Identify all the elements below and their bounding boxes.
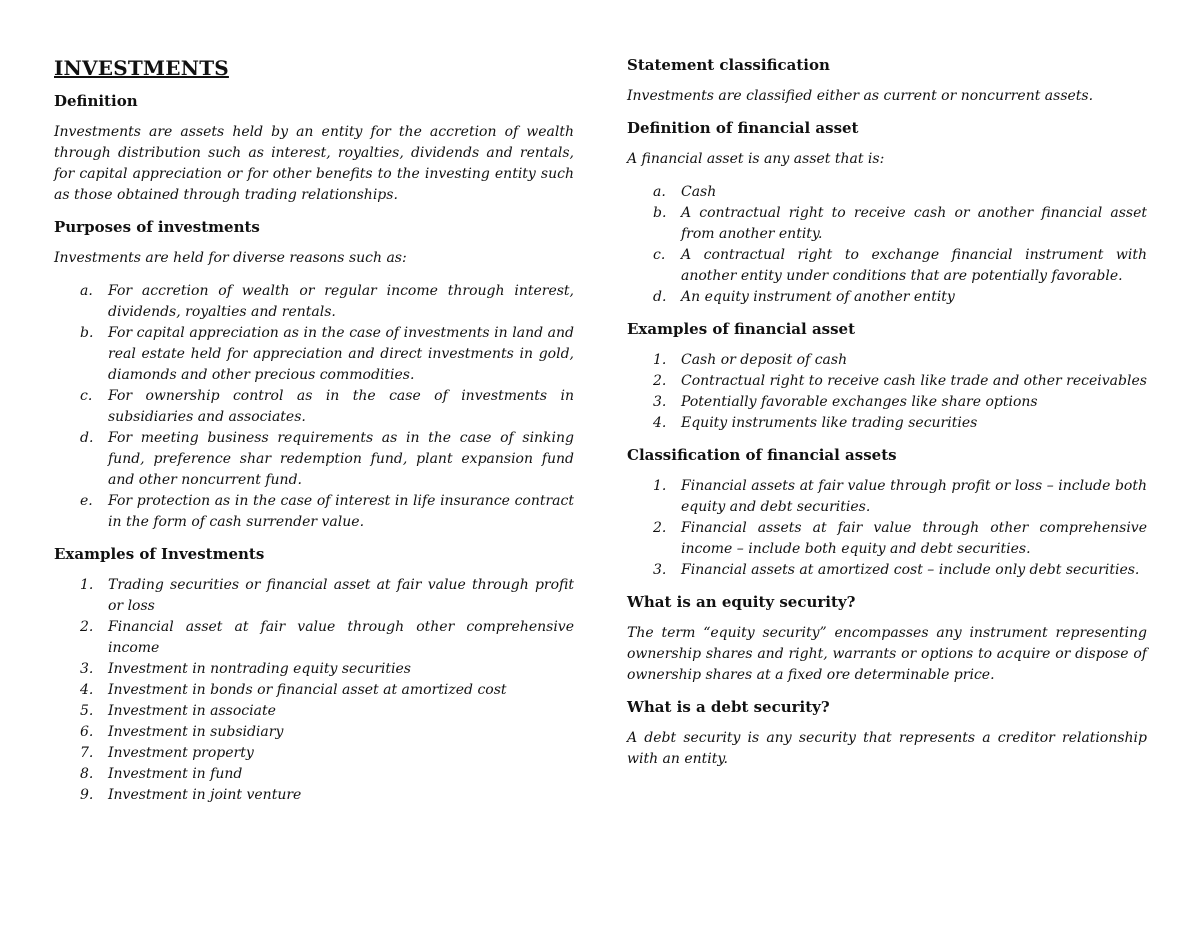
statement-heading: Statement classification: [627, 56, 830, 74]
examples-list: [54, 575, 574, 806]
list-item: [54, 428, 574, 491]
list-marker: 9.: [80, 787, 94, 803]
fa-classification-list: [627, 476, 1147, 581]
list-item: [54, 659, 574, 680]
debt-security-heading: What is a debt security?: [627, 698, 830, 716]
list-item-text: Financial assets at fair value through other comprehensive income – include both equity and debt securities.: [681, 520, 1147, 557]
list-marker: 4.: [653, 415, 667, 431]
purposes-list: [54, 281, 574, 533]
list-item: [54, 764, 574, 785]
equity-security-heading: What is an equity security?: [627, 593, 856, 611]
list-item: [54, 575, 574, 617]
list-item: [627, 560, 1147, 581]
list-item-text: Investment in joint venture: [108, 787, 302, 803]
list-item-text: Financial assets at fair value through profit or loss – include both equity and debt securities.: [681, 478, 1147, 515]
list-item: [54, 281, 574, 323]
list-item-text: Cash: [681, 184, 717, 200]
fa-definition-intro: A financial asset is any asset that is:: [627, 151, 885, 167]
list-marker: 7.: [80, 745, 94, 761]
list-item: [627, 392, 1147, 413]
list-item-text: Investment in associate: [108, 703, 276, 719]
fa-examples-heading: Examples of financial asset: [627, 320, 856, 338]
list-item: [54, 785, 574, 806]
list-marker: 2.: [653, 520, 667, 536]
list-item: [54, 386, 574, 428]
list-marker: 3.: [80, 661, 94, 677]
list-item: [627, 245, 1147, 287]
list-marker: d.: [80, 430, 94, 446]
list-item: [54, 701, 574, 722]
equity-security-text: The term “equity security” encompasses any instrument representing ownership shares and right, warrants or options to acquire or dispose of ownership shares at a fixed ore determinable price.: [627, 625, 1147, 683]
list-item: [54, 722, 574, 743]
list-marker: 2.: [80, 619, 94, 635]
list-item-text: Equity instruments like trading securities: [681, 415, 978, 431]
list-item-text: Potentially favorable exchanges like share options: [681, 394, 1038, 410]
list-marker: 1.: [80, 577, 94, 593]
debt-security-text: A debt security is any security that represents a creditor relationship with an entity.: [627, 730, 1147, 767]
fa-definition-heading: Definition of financial asset: [627, 119, 859, 137]
definition-heading: Definition: [54, 92, 138, 110]
fa-definition-list: [627, 182, 1147, 308]
list-marker: 3.: [653, 562, 667, 578]
list-item-text: A contractual right to exchange financial instrument with another entity under conditions that are potentially favorable.: [681, 247, 1147, 284]
list-item: [627, 518, 1147, 560]
list-item: [54, 680, 574, 701]
list-item-text: Trading securities or financial asset at fair value through profit or loss: [108, 577, 574, 614]
list-marker: c.: [80, 388, 93, 404]
list-item-text: Financial assets at amortized cost – include only debt securities.: [681, 562, 1140, 578]
list-item-text: Cash or deposit of cash: [681, 352, 848, 368]
list-item: [627, 371, 1147, 392]
list-marker: b.: [80, 325, 94, 341]
list-marker: 2.: [653, 373, 667, 389]
list-marker: 5.: [80, 703, 94, 719]
list-item: [54, 491, 574, 533]
list-item-text: Investment in fund: [108, 766, 243, 782]
list-item: [627, 350, 1147, 371]
list-item: [627, 203, 1147, 245]
list-item-text: For accretion of wealth or regular income through interest, dividends, royalties and rentals.: [108, 283, 574, 320]
list-marker: 4.: [80, 682, 94, 698]
list-marker: c.: [653, 247, 666, 263]
list-marker: a.: [653, 184, 666, 200]
list-item: [54, 617, 574, 659]
list-item-text: For protection as in the case of interest in life insurance contract in the form of cash surrender value.: [108, 493, 574, 530]
list-item-text: An equity instrument of another entity: [681, 289, 955, 305]
document-title: INVESTMENTS: [54, 56, 229, 80]
list-marker: 1.: [653, 478, 667, 494]
list-item-text: A contractual right to receive cash or another financial asset from another entity.: [681, 205, 1147, 242]
fa-examples-list: [627, 350, 1147, 434]
list-item: [54, 743, 574, 764]
list-item-text: For capital appreciation as in the case of investments in land and real estate held for appreciation and direct investments in gold, diamonds and other precious commodities.: [108, 325, 574, 383]
list-item-text: For meeting business requirements as in the case of sinking fund, preference shar redemption fund, plant expansion fund and other noncurrent fund.: [108, 430, 574, 488]
list-item: [627, 413, 1147, 434]
list-marker: e.: [80, 493, 93, 509]
list-item: [627, 476, 1147, 518]
fa-classification-heading: Classification of financial assets: [627, 446, 897, 464]
list-item-text: Investment property: [108, 745, 254, 761]
list-marker: 8.: [80, 766, 94, 782]
list-item-text: Investment in subsidiary: [108, 724, 284, 740]
list-item-text: For ownership control as in the case of investments in subsidiaries and associates.: [108, 388, 574, 425]
list-marker: 3.: [653, 394, 667, 410]
list-item-text: Financial asset at fair value through other comprehensive income: [108, 619, 574, 656]
list-item: [54, 323, 574, 386]
statement-text: Investments are classified either as current or noncurrent assets.: [627, 88, 1094, 104]
list-marker: 6.: [80, 724, 94, 740]
purposes-intro: Investments are held for diverse reasons such as:: [54, 250, 407, 266]
definition-text: Investments are assets held by an entity for the accretion of wealth through distribution such as interest, royalties, dividends and rentals, for capital appreciation or for other benefits to the investing entity such as those obtained through trading relationships.: [54, 124, 574, 203]
right-column: [627, 56, 1147, 782]
list-item-text: Investment in bonds or financial asset at amortized cost: [108, 682, 507, 698]
list-item: [627, 287, 1147, 308]
list-marker: 1.: [653, 352, 667, 368]
examples-heading: Examples of Investments: [54, 545, 265, 563]
list-item-text: Contractual right to receive cash like trade and other receivables: [681, 373, 1147, 389]
list-item-text: Investment in nontrading equity securities: [108, 661, 411, 677]
left-column: [54, 56, 574, 818]
list-marker: d.: [653, 289, 667, 305]
list-marker: b.: [653, 205, 667, 221]
list-marker: a.: [80, 283, 93, 299]
list-item: [627, 182, 1147, 203]
purposes-heading: Purposes of investments: [54, 218, 260, 236]
